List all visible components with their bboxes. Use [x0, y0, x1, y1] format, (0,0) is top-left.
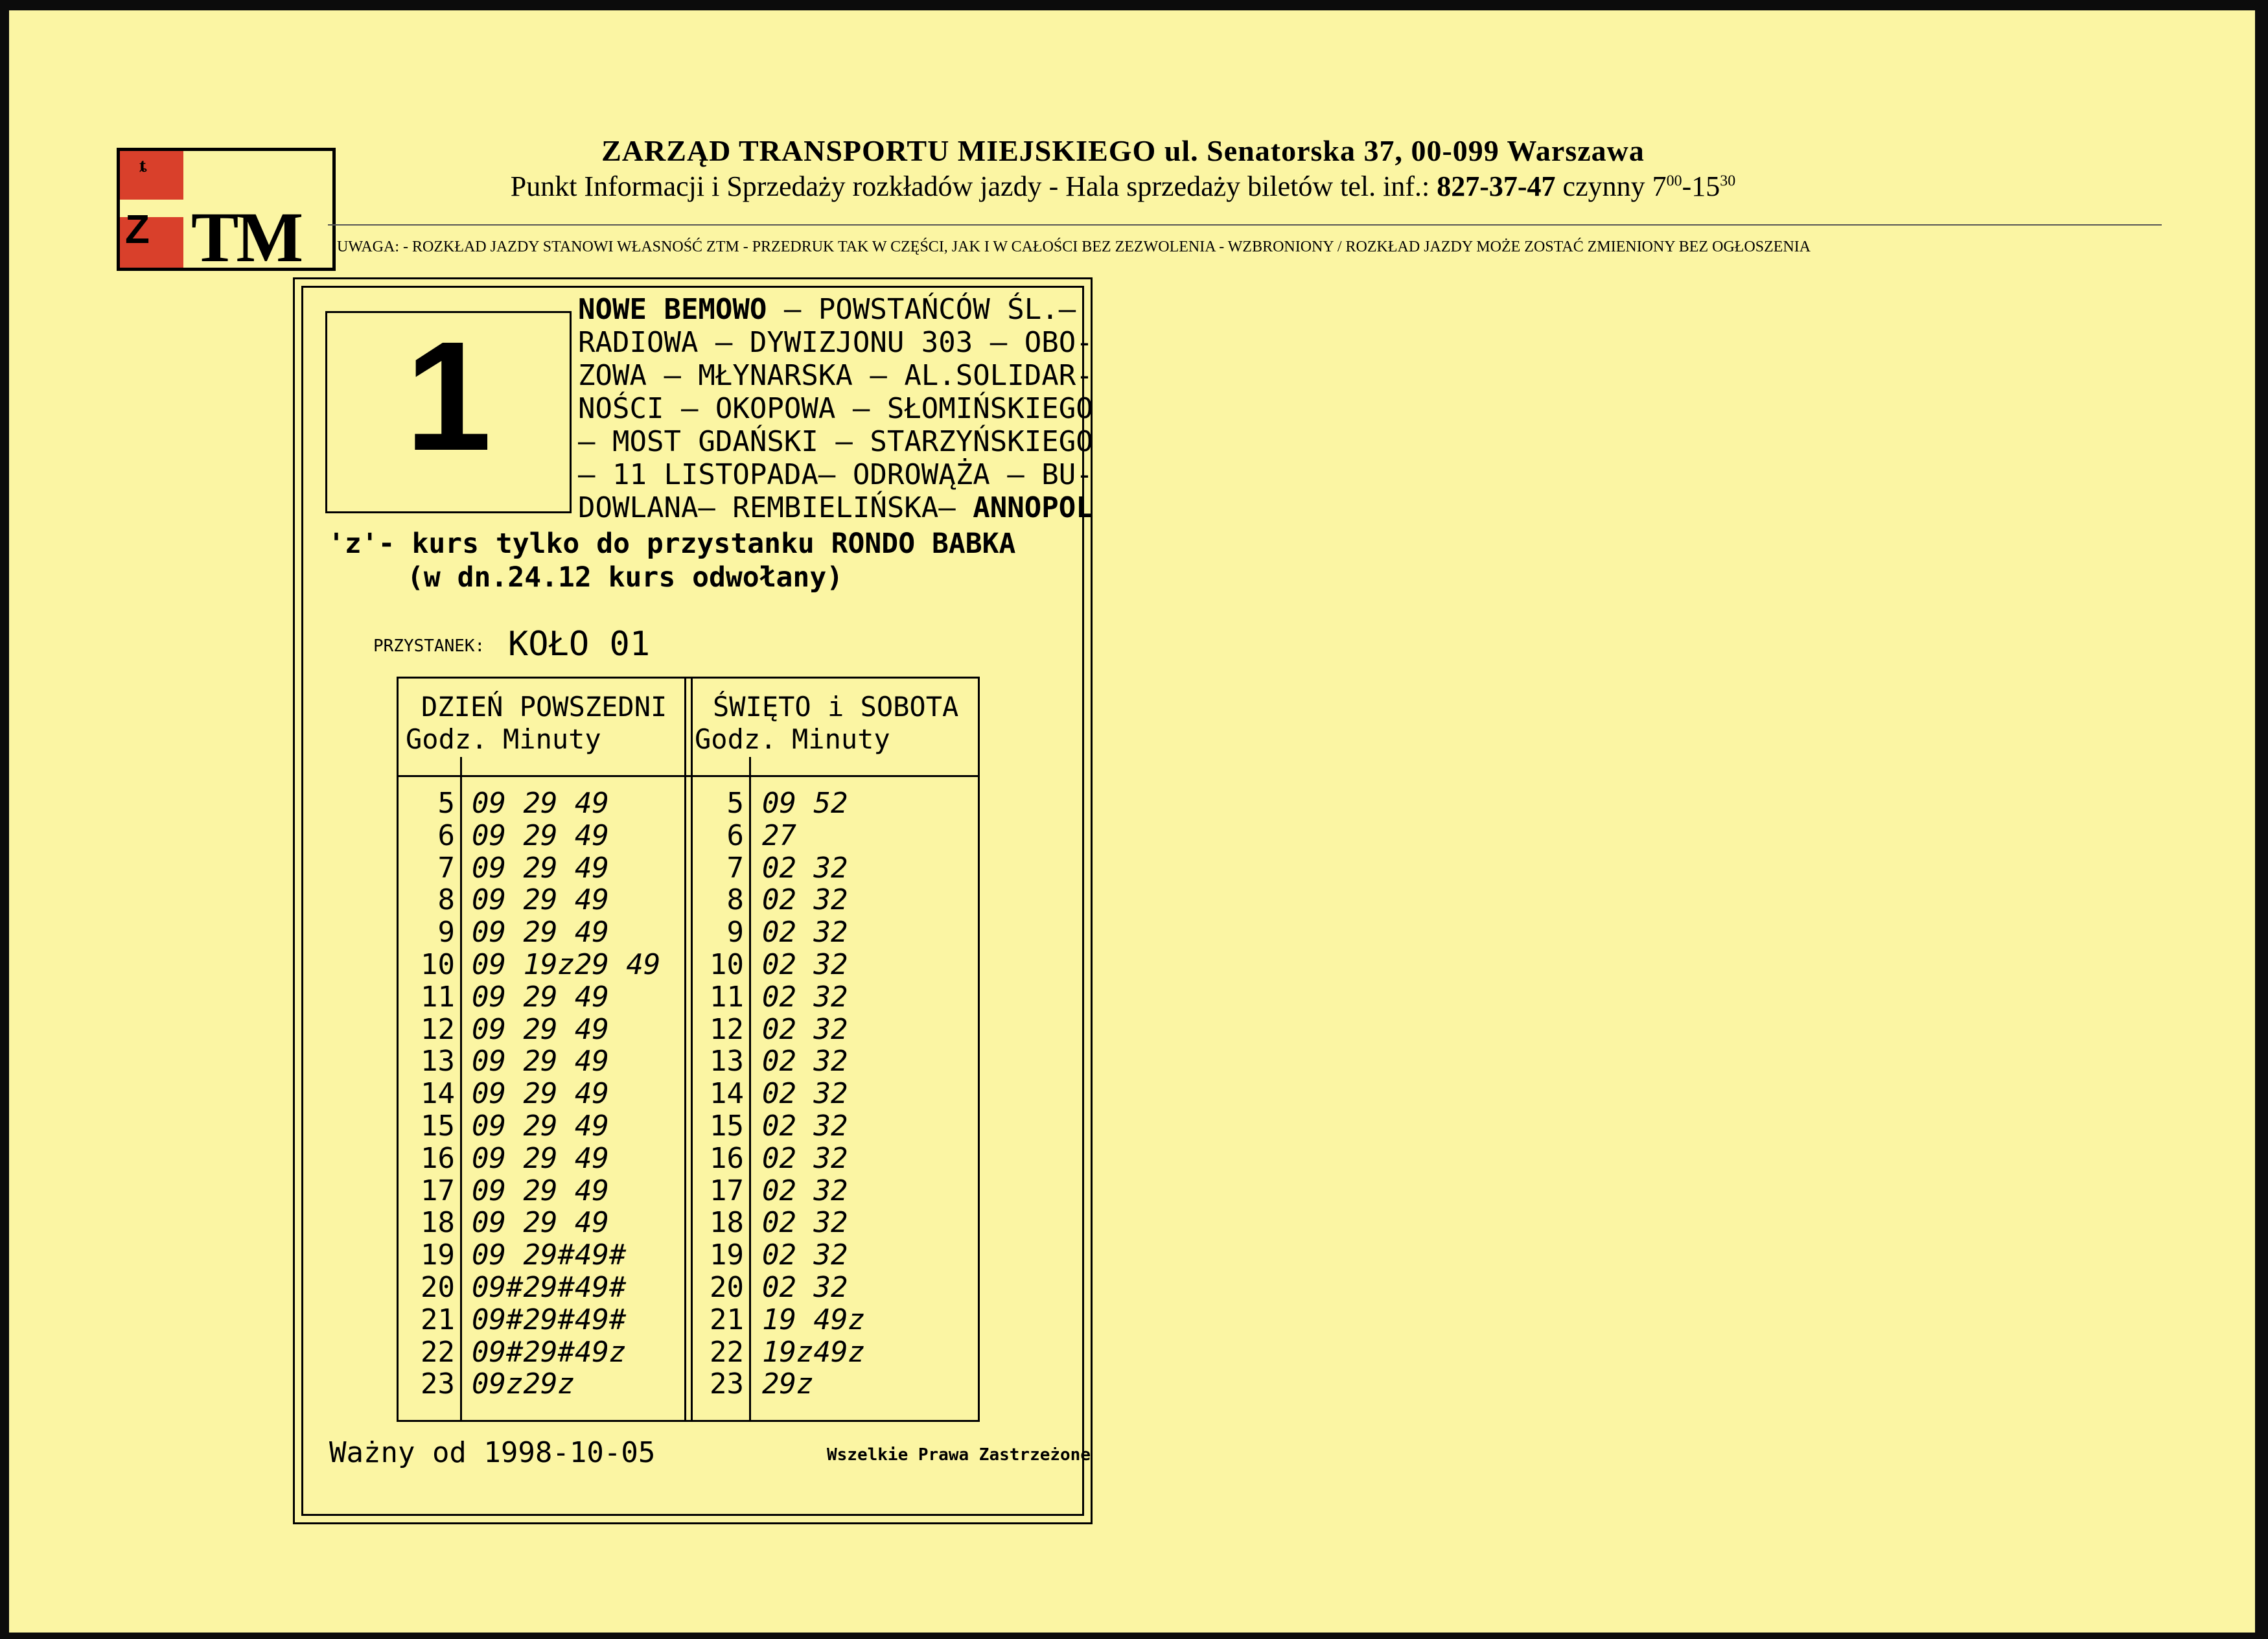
stop-label: PRZYSTANEK: [373, 636, 485, 656]
logo-letter-z: Z [125, 207, 150, 252]
holiday-minutes: 02 32 [762, 1077, 848, 1110]
holiday-hour: 10 [710, 948, 744, 981]
holiday-minutes: 02 32 [762, 1238, 848, 1272]
holiday-hour: 16 [710, 1142, 744, 1175]
weekday-minutes: 09 29 49 [472, 981, 609, 1014]
holiday-minutes: 02 32 [762, 948, 848, 981]
logo-letters-tm: TM [191, 198, 301, 271]
weekday-minutes: 09 19z29 49 [472, 948, 661, 981]
holiday-minutes: 19z49z [762, 1336, 865, 1369]
line-number-box [325, 311, 572, 513]
route-end: ANNOPOL [973, 491, 1093, 524]
holiday-hours-heading: Godz. [695, 723, 777, 755]
weekday-minutes: 09z29z [472, 1367, 575, 1401]
holiday-title: ŚWIĘTO i SOBOTA [713, 691, 959, 723]
route-line [578, 293, 1090, 326]
holiday-hour: 5 [726, 787, 744, 820]
holiday-hour: 9 [726, 916, 744, 949]
valid-from: Ważny od 1998-10-05 [329, 1436, 656, 1469]
route-text: NOŚCI – OKOPOWA – SŁOMIŃSKIEGO [578, 392, 1093, 425]
stop-name: KOŁO 01 [508, 625, 651, 664]
weekday-minutes: 09 29 49 [472, 1077, 609, 1110]
holiday-hour: 18 [710, 1206, 744, 1239]
weekday-hour: 21 [421, 1303, 455, 1336]
holiday-hour: 23 [710, 1367, 744, 1401]
weekday-hour: 19 [421, 1238, 455, 1272]
route-line [578, 458, 1093, 491]
info-hours-sup2: 30 [1720, 172, 1736, 190]
z-course-note: 'z'- kurs tylko do przystanku RONDO BABKA [328, 528, 1016, 560]
header-title: ZARZĄD TRANSPORTU MIEJSKIEGO ul. Senatorska 37, 00-099 Warszawa [601, 134, 1645, 167]
weekday-hour: 22 [421, 1336, 455, 1369]
holiday-minutes: 02 32 [762, 1142, 848, 1175]
holiday-hour: 20 [710, 1271, 744, 1304]
holiday-minutes: 02 32 [762, 852, 848, 885]
holiday-hour: 12 [710, 1013, 744, 1046]
holiday-minutes: 02 32 [762, 1174, 848, 1207]
header-divider [328, 224, 2162, 226]
holiday-hour: 21 [710, 1303, 744, 1336]
weekday-minutes: 09 29 49 [472, 819, 609, 852]
info-hours-sup1: 00 [1666, 172, 1682, 190]
rights-notice: Wszelkie Prawa Zastrzeżone [827, 1445, 1091, 1465]
route-line [578, 491, 1093, 524]
route-text: RADIOWA – DYWIZJONU 303 – OBO- [578, 326, 1093, 359]
holiday-hour: 14 [710, 1077, 744, 1110]
holiday-minutes: 02 32 [762, 916, 848, 949]
weekday-hour: 17 [421, 1174, 455, 1207]
holiday-minutes: 02 32 [762, 883, 848, 916]
table-header-divider [397, 775, 980, 777]
weekday-hour: 18 [421, 1206, 455, 1239]
holiday-hour: 8 [726, 883, 744, 916]
weekday-minutes: 09 29 49 [472, 852, 609, 885]
weekday-minutes: 09 29 49 [472, 916, 609, 949]
holiday-hour: 13 [710, 1045, 744, 1078]
weekday-hour: 16 [421, 1142, 455, 1175]
holiday-minutes-heading: Minuty [792, 723, 890, 755]
route-description [578, 293, 1093, 524]
holiday-minutes: 27 [762, 819, 796, 852]
weekday-hour: 7 [437, 852, 455, 885]
weekday-hour: 14 [421, 1077, 455, 1110]
cancel-note: (w dn.24.12 kurs odwołany) [407, 561, 844, 594]
weekday-minutes: 09 29#49# [472, 1238, 627, 1272]
weekday-minutes: 09 29 49 [472, 1142, 609, 1175]
info-phone: 827-37-47 [1437, 170, 1556, 202]
logo-emblem: ȶ [139, 155, 146, 176]
weekday-minutes: 09 29 49 [472, 787, 609, 820]
holiday-minutes: 02 32 [762, 1045, 848, 1078]
weekday-hour: 6 [437, 819, 455, 852]
holiday-hour: 11 [710, 981, 744, 1014]
holiday-minutes: 29z [762, 1367, 814, 1401]
route-text: DOWLANA– REMBIELIŃSKA– [578, 491, 973, 524]
route-text: – 11 LISTOPADA– ODROWĄŻA – BU- [578, 458, 1093, 491]
holiday-hour: 6 [726, 819, 744, 852]
info-hours-mid: -15 [1682, 170, 1720, 202]
info-text: Punkt Informacji i Sprzedaży rozkładów jazdy - Hala sprzedaży biletów tel. inf.: [510, 170, 1437, 202]
route-start: NOWE BEMOWO [578, 293, 767, 326]
line-number: 1 [405, 309, 492, 483]
weekday-hour: 10 [421, 948, 455, 981]
route-line [578, 392, 1093, 425]
info-hours-prefix: czynny 7 [1555, 170, 1667, 202]
route-text: ZOWA – MŁYNARSKA – AL.SOLIDAR- [578, 359, 1093, 392]
weekday-minutes: 09 29 49 [472, 1013, 609, 1046]
weekday-hour: 9 [437, 916, 455, 949]
weekday-minutes-heading: Minuty [503, 723, 601, 755]
weekday-hours-heading: Godz. [406, 723, 488, 755]
route-line [578, 425, 1093, 458]
route-text: – MOST GDAŃSKI – STARZYŃSKIEGO [578, 425, 1093, 458]
weekday-hour: 15 [421, 1110, 455, 1143]
holiday-minutes: 02 32 [762, 1110, 848, 1143]
holiday-minutes: 19 49z [762, 1303, 865, 1336]
holiday-hour: 15 [710, 1110, 744, 1143]
weekday-hour: 12 [421, 1013, 455, 1046]
header-info [0, 170, 2246, 203]
weekday-hour: 8 [437, 883, 455, 916]
weekday-minutes: 09#29#49z [472, 1336, 627, 1369]
holiday-hour: 22 [710, 1336, 744, 1369]
weekday-minutes: 09 29 49 [472, 1110, 609, 1143]
weekday-hour: 13 [421, 1045, 455, 1078]
weekday-hour: 5 [437, 787, 455, 820]
weekday-minutes: 09 29 49 [472, 1174, 609, 1207]
weekday-hour: 20 [421, 1271, 455, 1304]
holiday-hour: 17 [710, 1174, 744, 1207]
holiday-minutes: 02 32 [762, 1206, 848, 1239]
holiday-minutes: 02 32 [762, 981, 848, 1014]
holiday-minutes: 09 52 [762, 787, 848, 820]
weekday-minutes: 09 29 49 [472, 883, 609, 916]
holiday-minutes: 02 32 [762, 1013, 848, 1046]
weekday-hour: 23 [421, 1367, 455, 1401]
weekday-minutes: 09 29 49 [472, 1045, 609, 1078]
weekday-hour: 11 [421, 981, 455, 1014]
holiday-hour: 7 [726, 852, 744, 885]
holiday-hour-divider [749, 757, 751, 1422]
route-text: – POWSTAŃCÓW ŚL.– [767, 293, 1076, 326]
weekday-minutes: 09#29#49# [472, 1271, 627, 1304]
header-notice: UWAGA: - ROZKŁAD JAZDY STANOWI WŁASNOŚĆ ZTM - PRZEDRUK TAK W CZĘŚCI, JAK I W CAŁOŚCI BEZ ZEZWOLENIA - WZBRONIONY / ROZKŁAD JAZDY MOŻE ZOSTAĆ ZMIENIONY BEZ OGŁOSZENIA [337, 238, 1811, 255]
weekday-hour-divider [460, 757, 462, 1422]
weekday-minutes: 09#29#49# [472, 1303, 627, 1336]
holiday-minutes: 02 32 [762, 1271, 848, 1304]
weekday-minutes: 09 29 49 [472, 1206, 609, 1239]
holiday-hour: 19 [710, 1238, 744, 1272]
route-line [578, 326, 1093, 359]
route-line [578, 359, 1093, 392]
weekday-title: DZIEŃ POWSZEDNI [421, 691, 667, 723]
